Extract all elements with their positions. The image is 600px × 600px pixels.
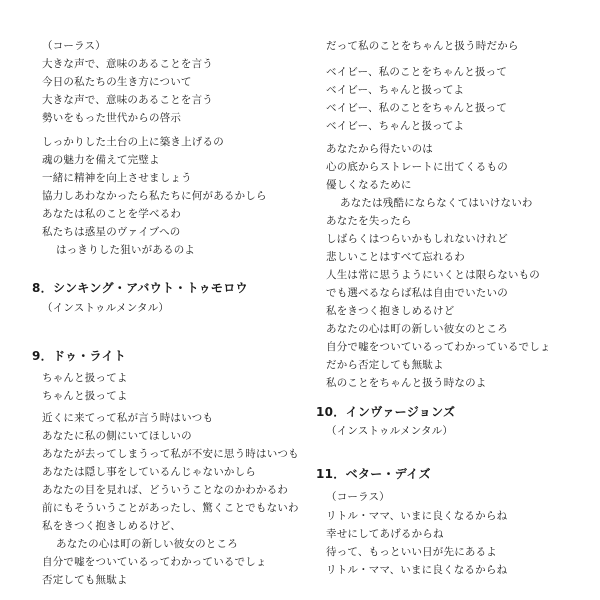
track-11-chorus-label: （コーラス）	[326, 491, 390, 503]
lyric-line: あなたから得たいのは	[326, 143, 433, 155]
lyric-line: あなたの心は町の新しい彼女のところ	[326, 323, 508, 335]
lyric-line: 自分で嘘をついているってわかっているでしょ	[42, 556, 267, 568]
lyric-line: 優しくなるために	[326, 179, 412, 191]
lyric-line: あなたの心は町の新しい彼女のところ	[56, 538, 238, 550]
lyric-line: 待って、もっといい日が先にあるよ	[326, 546, 497, 558]
lyric-line: ちゃんと扱ってよ	[42, 372, 128, 384]
lyric-line: 前にもそういうことがあったし、驚くことでもないわ	[42, 502, 299, 514]
lyric-line: 近くに来てって私が言う時はいつも	[42, 412, 214, 424]
lyric-line: しばらくはつらいかもしれないけれど	[326, 233, 508, 245]
lyric-line: 私のことをちゃんと扱う時なのよ	[326, 377, 487, 389]
lyric-line: 自分で嘘をついているってわかっているでしょ	[326, 341, 551, 353]
lyric-line: 協力しあわなかったら私たちに何があるかしら	[42, 190, 267, 202]
track-10-subtitle: （インストゥルメンタル）	[326, 425, 454, 437]
lyric-line: あなたを失ったら	[326, 215, 412, 227]
track-11-heading: 11．ベター・デイズ	[316, 467, 431, 481]
lyric-line: あなたは残酷にならなくてはいけないわ	[340, 197, 533, 209]
lyric-line: あなたに私の側にいてほしいの	[42, 430, 192, 442]
lyric-line: （コーラス）	[42, 40, 106, 52]
track-8-subtitle: （インストゥルメンタル）	[42, 302, 170, 314]
lyric-line: 悲しいことはすべて忘れるわ	[326, 251, 465, 263]
lyric-line: 心の底からストレートに出てくるもの	[326, 161, 508, 173]
lyric-line: しっかりした土台の上に築き上げるの	[42, 136, 224, 148]
lyric-line: 大きな声で、意味のあることを言う	[42, 58, 213, 70]
track-9-heading: 9．ドゥ・ライト	[32, 349, 127, 363]
lyric-line: 一緒に精神を向上させましょう	[42, 172, 192, 184]
lyric-line: 勢いをもった世代からの啓示	[42, 112, 182, 124]
lyric-line: 魂の魅力を備えて完璧よ	[42, 154, 160, 166]
lyric-line: ベイビー、ちゃんと扱ってよ	[326, 120, 465, 132]
track-10-heading: 10．インヴァージョンズ	[316, 405, 456, 419]
lyric-line: 私をきつく抱きしめるけど	[326, 305, 455, 317]
lyric-line: 否定しても無駄よ	[42, 574, 128, 586]
lyric-line: ベイビー、私のことをちゃんと扱って	[326, 66, 508, 78]
lyric-line: ベイビー、ちゃんと扱ってよ	[326, 84, 465, 96]
lyric-line: 私たちは惑星のヴァイブへの	[42, 226, 181, 238]
lyric-line: ちゃんと扱ってよ	[42, 390, 128, 402]
lyric-line: あなたは隠し事をしているんじゃないかしら	[42, 466, 256, 478]
lyric-line: ベイビー、私のことをちゃんと扱って	[326, 102, 508, 114]
lyric-line: 大きな声で、意味のあることを言う	[42, 94, 213, 106]
lyric-line: リトル・ママ、いまに良くなるからね	[326, 510, 508, 522]
lyric-line: 人生は常に思うようにいくとは限らないもの	[326, 269, 540, 281]
lyric-line: あなたが去ってしまうって私が不安に思う時はいつも	[42, 448, 299, 460]
lyric-line: リトル・ママ、いまに良くなるからね	[326, 564, 508, 576]
lyric-line: だって私のことをちゃんと扱う時だから	[326, 40, 519, 52]
lyric-line: 今日の私たちの生き方について	[42, 76, 192, 88]
lyric-line: でも選べるならば私は自由でいたいの	[326, 287, 508, 299]
lyric-line: あなたは私のことを学べるわ	[42, 208, 182, 220]
lyric-line: 私をきつく抱きしめるけど、	[42, 520, 182, 532]
track-8-heading: 8．シンキング・アバウト・トゥモロウ	[32, 281, 248, 295]
lyric-line: あなたの目を見れば、どういうことなのかわかるわ	[42, 484, 289, 496]
lyric-line: だから否定しても無駄よ	[326, 359, 444, 371]
lyric-line: はっきりした狙いがあるのよ	[56, 244, 196, 256]
lyric-line: 幸せにしてあげるからね	[326, 528, 444, 540]
